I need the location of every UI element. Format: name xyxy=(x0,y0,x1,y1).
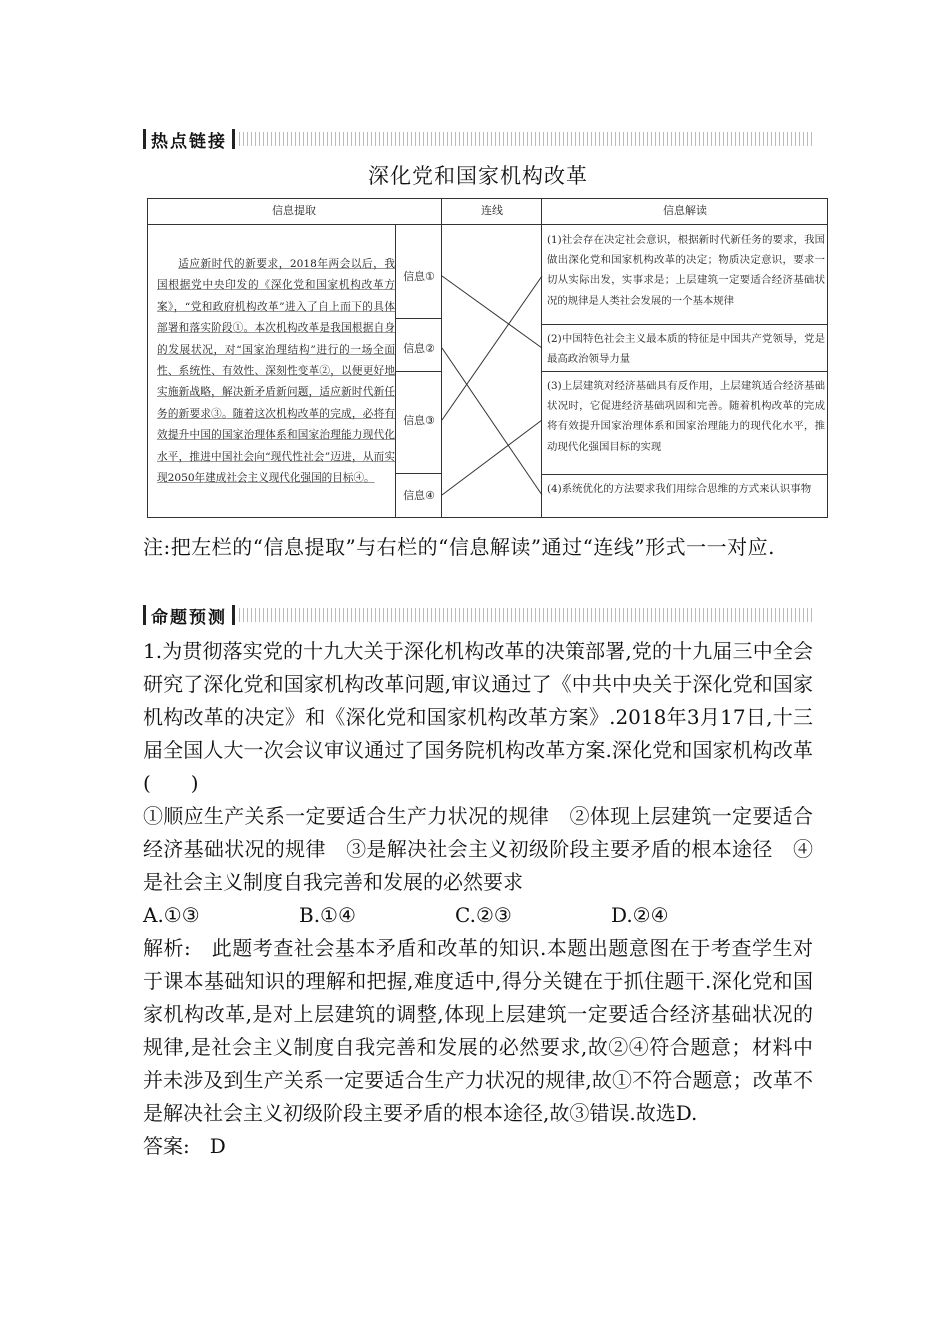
prediction-header xyxy=(143,604,813,626)
connector-4-to-2 xyxy=(442,420,542,495)
question-stem: 1.为贯彻落实党的十九大关于深化机构改革的决策部署,党的十九届三中全会研究了深化党和国家机构改革问题,审议通过了《中共中央关于深化党和国家机构改革的决定》和《深化党和国家机构改革方案》.2018年3月17日,十三届全国人大一次会议审议通过了国务院机构改革方案.深化党和国家机构改革( ) xyxy=(143,639,813,795)
interpretation-3: (3)上层建筑对经济基础具有反作用，上层建筑适合经济基础状况时，它促进经济基础巩固和完善。随着机构改革的完成将有效提升国家治理体系和国家治理能力的现代化水平，推动现代化强国目标的实现 xyxy=(547,380,825,453)
connector-1-to-3 xyxy=(442,276,542,348)
header-right-bar xyxy=(232,605,235,625)
info-label-2: 信息② xyxy=(403,342,435,355)
connector-3-to-1 xyxy=(442,276,542,420)
info-label-3: 信息③ xyxy=(403,414,435,427)
header-extract: 信息提取 xyxy=(272,204,316,217)
header-dotted-rule xyxy=(239,608,813,622)
extract-passage: 适应新时代的新要求，2018年两会以后，我国根据党中央印发的《深化党和国家机构改革方案》，“党和政府机构改革”进入了自上而下的具体部署和落实阶段①。本次机构改革是我国根据自身的发展状况，对“国家治理结构”进行的一场全面性、系统性、有效性、深刻性变革②，以便更好地实施新战略，解决新矛盾新问题，适应新时代新任务的新要求③。随着这次机构改革的完成，必将有效提升中国的国家治理体系和国家治理能力现代化水平，推进中国社会向“现代性社会”迈进，从而实现2050年建成社会主义现代化强国的目标④。 xyxy=(157,258,395,485)
table-note: 注:把左栏的“信息提取”与右栏的“信息解读”通过“连线”形式一一对应. xyxy=(143,535,775,559)
info-label-4: 信息④ xyxy=(403,489,435,502)
page-title: 深化党和国家机构改革 xyxy=(368,164,588,188)
question-options: ①顺应生产关系一定要适合生产力状况的规律 ②体现上层建筑一定要适合经济基础状况的规律 ③是解决社会主义初级阶段主要矛盾的根本途径 ④是社会主义制度自我完善和发展的必然要求 xyxy=(143,804,813,894)
info-label-1: 信息① xyxy=(403,270,435,283)
header-right-bar xyxy=(232,129,235,149)
question-block xyxy=(143,635,813,1163)
question-analysis: 解析: 此题考查社会基本矛盾和改革的知识.本题出题意图在于考查学生对于课本基础知识的理解和把握,难度适中,得分关键在于抓住题干.深化党和国家机构改革,是对上层建筑的调整,体现上层建筑一定要适合经济基础状况的规律,是社会主义制度自我完善和发展的必然要求,故②④符合题意；材料中并未涉及到生产关系一定要适合生产力状况的规律,故①不符合题意；改革不是解决社会主义初级阶段主要矛盾的根本途径,故③错误.故选D. xyxy=(143,936,813,1125)
choice-c: C.②③ xyxy=(455,903,512,927)
connector-2-to-4 xyxy=(442,348,542,495)
hot-link-header xyxy=(143,128,813,150)
answer-choices xyxy=(143,899,813,932)
choice-d: D.②④ xyxy=(611,903,669,927)
question-answer: 答案: D xyxy=(143,1134,226,1158)
choice-a: A.①③ xyxy=(143,903,200,927)
header-connect: 连线 xyxy=(481,204,503,217)
choice-b: B.①④ xyxy=(299,903,356,927)
interpretation-2: (2)中国特色社会主义最本质的特征是中国共产党领导，党是最高政治领导力量 xyxy=(547,333,825,366)
interpretation-4: (4)系统优化的方法要求我们用综合思维的方式来认识事物 xyxy=(547,483,812,495)
prediction-title: 命题预测 xyxy=(151,607,227,628)
header-dotted-rule xyxy=(239,132,813,146)
header-interpret: 信息解读 xyxy=(663,204,707,217)
hot-link-title: 热点链接 xyxy=(151,131,227,152)
info-matching-table xyxy=(147,198,829,519)
interpretation-1: (1)社会存在决定社会意识，根据新时代新任务的要求，我国做出深化党和国家机构改革的决定；物质决定意识，要求一切从实际出发，实事求是；上层建筑一定要适合经济基础状况的规律是人类社会发展的一个基本规律 xyxy=(547,234,825,307)
